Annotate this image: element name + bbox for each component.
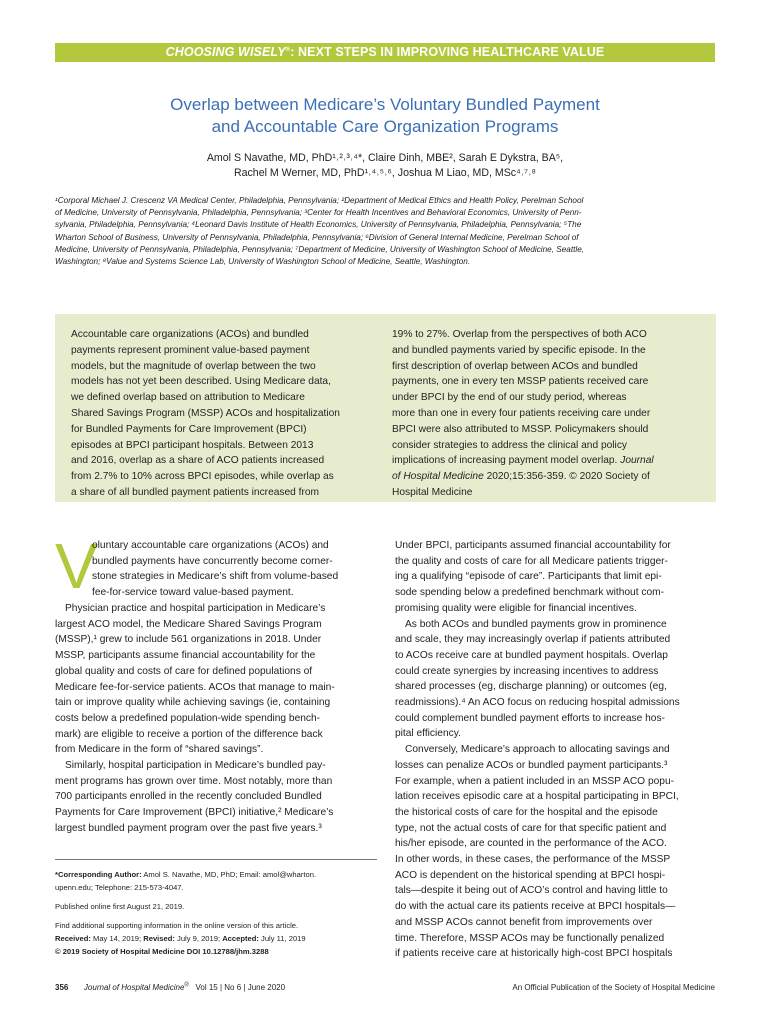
authors-line-2: Rachel M Werner, MD, PhD¹˒⁴˒⁵˒⁶, Joshua M Liao, MD, MSc⁴˒⁷˒⁸	[233, 167, 537, 179]
drop-cap: V	[55, 530, 98, 602]
affiliation-line: sylvania, Philadelphia, Pennsylvania; ⁴Leonard Davis Institute of Health Economics, University of Pennsylvania, Philadelphia, Pennsylvania; ⁵The	[55, 220, 582, 230]
abstract-line	[392, 469, 702, 485]
abstract-line: Shared Savings Program (MSSP) ACOs and hospitalization	[71, 407, 340, 419]
abstract-line: first description of overlap between ACOs and bundled	[392, 360, 638, 372]
body-line: could complement bundled payment efforts to increase hos-	[395, 712, 665, 724]
body-line: from Medicare in the form of “shared savings”.	[55, 744, 264, 756]
corresponding-author	[55, 868, 377, 881]
body-line: pital efficiency.	[395, 728, 461, 740]
body-line: ment programs has grown over time. Most notably, more than	[55, 775, 333, 787]
supplement-note: Find additional supporting information in the online version of this article.	[55, 921, 299, 930]
footer-left	[55, 983, 285, 992]
affiliation-line: of Medicine, University of Pennsylvania, Philadelphia, Pennsylvania; ³Center for Health Incentives and Behavioral Economics, University of Penn-	[55, 208, 582, 218]
dropcap-paragraph	[92, 538, 338, 601]
corresponding-label: *Corresponding Author:	[55, 870, 142, 879]
body-line: Physician practice and hospital participation in Medicare’s	[65, 603, 326, 614]
body-line: the historical costs of care for the hospital and the episode	[395, 806, 658, 818]
abstract-line: Accountable care organizations (ACOs) and bundled	[71, 329, 309, 340]
abstract-line: and bundled payments varied by specific episode. In the	[392, 344, 646, 356]
abstract-line: under BPCI by the end of our study period, whereas	[392, 392, 627, 404]
footer-publisher: An Official Publication of the Society of Hospital Medicine	[512, 983, 715, 992]
body-line: Under BPCI, participants assumed financial accountability for	[395, 540, 671, 551]
abstract-line: 19% to 27%. Overlap from the perspectives of both ACO	[392, 329, 647, 340]
section-banner	[55, 43, 715, 62]
banner-registered-mark: ®	[285, 46, 291, 53]
accepted-date: July 11, 2019	[258, 934, 306, 943]
abstract-line: models has not yet been described. Using Medicare data,	[71, 376, 331, 388]
footnote-divider	[55, 859, 377, 860]
body-line: fee-for-service toward value-based payment.	[92, 587, 294, 599]
affiliation-line: Wharton School of Business, University of Pennsylvania, Philadelphia, Pennsylvania; ⁶Division of General Internal Medicine, Perelman School of	[55, 232, 579, 242]
affiliation-line: Medicine, University of Pennsylvania, Philadelphia, Pennsylvania; ⁷Department of Medicine, University of Washington School of Medicine, Seattle,	[55, 244, 585, 254]
body-line: For example, when a patient included in an MSSP ACO popu-	[395, 775, 674, 787]
revised-label: Revised:	[143, 934, 175, 943]
body-line: In other words, in these cases, the performance of the MSSP	[395, 854, 671, 866]
body-line: Similarly, hospital participation in Medicare’s bundled pay-	[65, 760, 326, 772]
affiliation-line: ¹Corporal Michael J. Crescenz VA Medical Center, Philadelphia, Pennsylvania; ²Department of Medical Ethics and Health Policy, Perelman School	[55, 196, 584, 205]
body-line: his/her episode, are counted in the performance of the ACO.	[395, 838, 667, 850]
footer-journal: Journal of Hospital Medicine	[83, 983, 185, 992]
body-line: Medicare fee-for-service patients. ACOs that manage to main-	[55, 681, 335, 693]
corresponding-text: Amol S. Navathe, MD, PhD; Email: amol@wharton.	[141, 870, 317, 879]
body-line: shared processes (eg, discharge planning) or outcomes (eg,	[395, 681, 667, 693]
body-line: As both ACOs and bundled payments grow in prominence	[405, 618, 667, 630]
title-line-2: and Accountable Care Organization Programs	[211, 117, 559, 136]
footnotes	[55, 868, 377, 958]
body-line: promising quality were eligible for financial incentives.	[395, 602, 637, 614]
abstract-left-column	[71, 327, 371, 501]
body-line: and MSSP ACOs cannot benefit from improvements over	[395, 916, 653, 928]
footer-issue: Vol 15 | No 6 | June 2020	[195, 983, 286, 992]
body-line: oluntary accountable care organizations (ACOs) and	[92, 540, 329, 551]
body-line: readmissions).⁴ An ACO focus on reducing hospital admissions	[395, 697, 680, 709]
abstract-line: Hospital Medicine	[392, 486, 473, 498]
body-line: largest bundled payment program over the past five years.³	[55, 822, 322, 834]
abstract-line: BPCI were also attributed to MSSP. Policymakers should	[392, 423, 649, 435]
body-line: and scale, they may increasingly overlap if patients attributed	[395, 634, 671, 646]
footer-registered-mark: ®	[184, 982, 189, 989]
body-line: costs below a predefined population-wide spending bench-	[55, 712, 321, 724]
body-line: tain or improve quality while achieving savings (ie, containing	[55, 697, 331, 709]
banner-series-name: CHOOSING WISELY	[165, 45, 286, 59]
abstract-line: from 2.7% to 10% across BPCI episodes, while overlap as	[71, 471, 334, 483]
body-line: time. Therefore, MSSP ACOs may be functionally penalized	[395, 932, 665, 944]
authors-line-1: Amol S Navathe, MD, PhD¹˒²˒³˒⁴*, Claire Dinh, MBE², Sarah E Dykstra, BA⁵,	[206, 152, 564, 164]
affiliations	[55, 195, 717, 268]
accepted-label: Accepted:	[222, 934, 259, 943]
journal-name: of Hospital Medicine	[392, 471, 484, 483]
abstract-line: a share of all bundled payment patients increased from	[71, 486, 320, 498]
body-line: sode spending below a predefined benchmark without com-	[395, 587, 664, 599]
body-line: MSSP, participants assume financial accountability for the	[55, 650, 316, 662]
abstract-line: payments represent prominent value-based payment	[71, 344, 310, 356]
body-line: could create synergies by increasing incentives to address	[395, 665, 659, 677]
body-line: ing a qualifying “episode of care”. Participants that limit epi-	[395, 571, 662, 583]
citation: 2020;15:356-359. © 2020 Society of	[483, 471, 650, 483]
body-line: (MSSP),¹ grew to include 561 organizations in 2018. Under	[55, 634, 322, 646]
body-line: Payments for Care Improvement (BPCI) initiative,² Medicare’s	[55, 807, 334, 819]
body-line: lation receives episodic care at a hospital participating in BPCI,	[395, 791, 679, 803]
body-line: largest ACO model, the Medicare Shared Savings Program	[55, 618, 322, 630]
body-line: if patients receive care at historically high-cost BPCI hospitals	[395, 948, 673, 960]
body-line: to ACOs receive care at bundled payment hospitals. Overlap	[395, 649, 668, 661]
body-line: bundled payments have concurrently become corner-	[92, 555, 333, 567]
copyright-doi: © 2019 Society of Hospital Medicine DOI 10.12788/jhm.3288	[55, 947, 269, 956]
abstract-line: consider strategies to address the clinical and policy	[392, 439, 628, 451]
abstract-text: implications of increasing payment model overlap.	[392, 455, 618, 467]
title-line-1: Overlap between Medicare’s Voluntary Bundled Payment	[170, 95, 600, 114]
received-label: Received:	[55, 934, 91, 943]
page-number: 356	[55, 983, 69, 992]
body-line: the quality and costs of care for all Medicare patients trigger-	[395, 555, 668, 567]
abstract-right-column	[392, 327, 702, 501]
body-line: Conversely, Medicare’s approach to allocating savings and	[405, 744, 670, 756]
body-line: ACO is dependent on the historical spending at BPCI hospi-	[395, 869, 666, 881]
body-line: do with the actual care its patients receive at BPCI hospitals—	[395, 901, 676, 913]
abstract-line: and 2016, overlap as a share of ACO patients increased	[71, 455, 325, 467]
abstract-line: we defined overlap based on attribution to Medicare	[71, 392, 305, 404]
author-list	[55, 151, 715, 181]
banner-subtitle: : NEXT STEPS IN IMPROVING HEALTHCARE VALUE	[290, 45, 605, 59]
body-line: losses can penalize ACOs or bundled payment participants.³	[395, 759, 668, 771]
received-date: May 14, 2019;	[90, 934, 144, 943]
abstract-line: episodes at BPCI participant hospitals. Between 2013	[71, 439, 314, 451]
body-left-column	[55, 601, 377, 837]
corresponding-contact: upenn.edu; Telephone: 215-573-4047.	[55, 883, 184, 892]
affiliation-line: Washington; ⁸Value and Systems Science Lab, University of Washington School of Medicine, Seattle, Washington.	[55, 257, 471, 267]
body-line: 700 participants enrolled in the recently concluded Bundled	[55, 791, 322, 803]
body-line: stone strategies in Medicare’s shift from volume-based	[92, 571, 339, 583]
abstract-line	[392, 453, 702, 469]
article-title	[55, 94, 715, 138]
revised-date: July 9, 2019;	[174, 934, 223, 943]
abstract-line: for Bundled Payments for Care Improvement (BPCI)	[71, 423, 307, 435]
published-online: Published online first August 21, 2019.	[55, 902, 185, 911]
abstract-line: more than one in every four patients receiving care under	[392, 407, 651, 419]
body-line: global quality and costs of care for defined populations of	[55, 665, 313, 677]
body-line: tals—despite it being out of ACO’s control and having little to	[395, 885, 668, 897]
dates	[55, 932, 377, 945]
body-right-column	[395, 538, 715, 962]
journal-name: Journal	[620, 455, 654, 467]
body-line: mark) are eligible to receive a portion of the difference back	[55, 728, 323, 740]
abstract-line: payments, one in every ten MSSP patients received care	[392, 376, 649, 388]
abstract-line: models, but the magnitude of overlap between the two	[71, 360, 316, 372]
body-line: type, not the actual costs of care for that specific patient and	[395, 822, 667, 834]
